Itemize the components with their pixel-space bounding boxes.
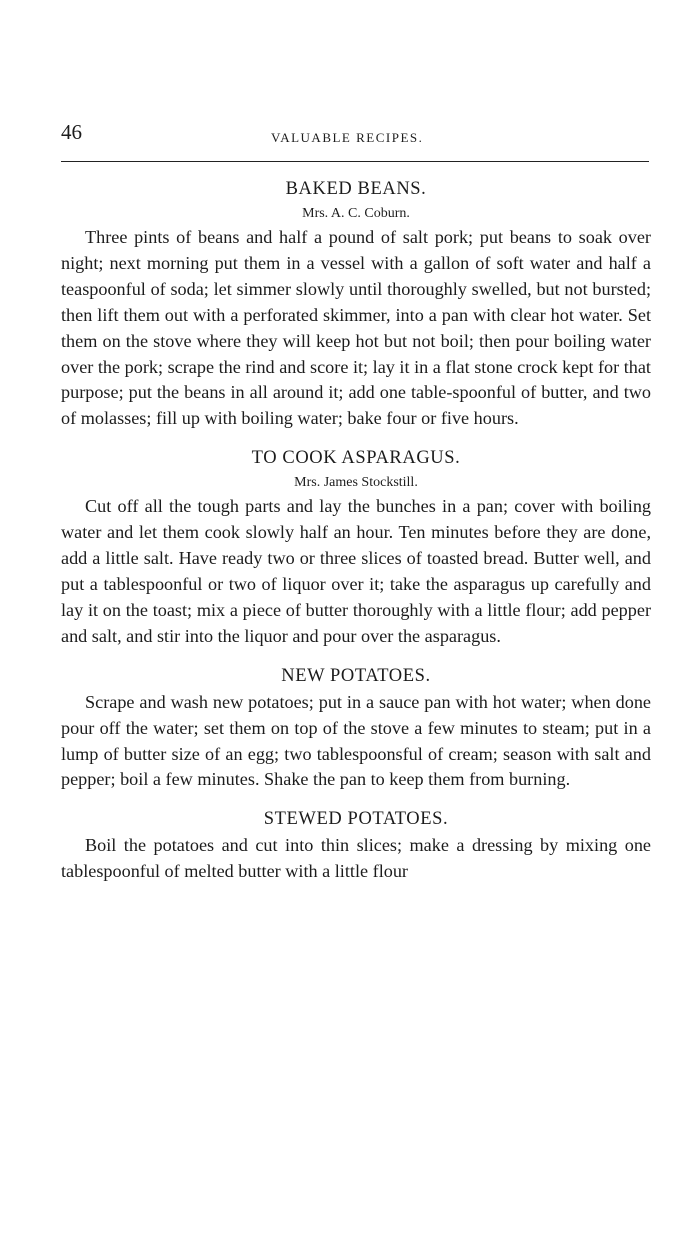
recipe-author: Mrs. A. C. Coburn. [302,206,410,221]
header-rule [61,161,649,162]
recipe-baked-beans [61,175,651,432]
recipe-new-potatoes [61,662,651,794]
recipe-title: BAKED BEANS. [285,179,427,199]
page-header [61,120,651,150]
recipe-body: Three pints of beans and half a pound of salt pork; put beans to soak over night; next morning put them in a vessel with a gallon of soft water and half a teaspoonful of soda; let simmer slowly until thoroughly swelled, but not bursted; then lift them out with a perforated skimmer, into a pan with clear hot water. Set them on the stove where they will keep hot but not boil; then pour boiling water over the pork; scrape the rind and score it; lay it in a flat stone crock kept for that purpose; put the beans in all around it; add one table-spoonful of butter, and two of molasses; fill up with boiling water; bake four or five hours. [61,227,651,429]
recipe-to-cook-asparagus [61,444,651,649]
page-content [61,175,651,885]
recipe-stewed-potatoes [61,805,651,885]
recipe-author: Mrs. James Stockstill. [294,475,418,491]
recipe-body: Cut off all the tough parts and lay the bunches in a pan; cover with boiling water and let them cook slowly half an hour. Ten minutes before they are done, add a little salt. Have ready two or three slices of toasted bread. Butter well, and put a tablespoonful or two of liquor over it; take the asparagus up carefully and lay it on the toast; mix a piece of butter thoroughly with a little flour; add pepper and salt, and stir into the liquor and pour over the asparagus. [61,496,651,646]
recipe-body: Boil the potatoes and cut into thin slices; make a dressing by mixing one tablespoonful of melted butter with a little flour [61,835,651,882]
page-number: 46 [61,120,82,144]
recipe-title: STEWED POTATOES. [263,809,449,830]
running-title: VALUABLE RECIPES. [271,130,424,145]
recipe-title: TO COOK ASPARAGUS. [251,448,461,469]
recipe-title: NEW POTATOES. [281,665,431,686]
recipe-body: Scrape and wash new potatoes; put in a sauce pan with hot water; when done pour off the water; set them on top of the stove a few minutes to steam; put in a lump of butter size of an egg; two tablespoonsful of cream; season with salt and pepper; boil a few minutes. Shake the pan to keep them from burning. [61,691,651,790]
